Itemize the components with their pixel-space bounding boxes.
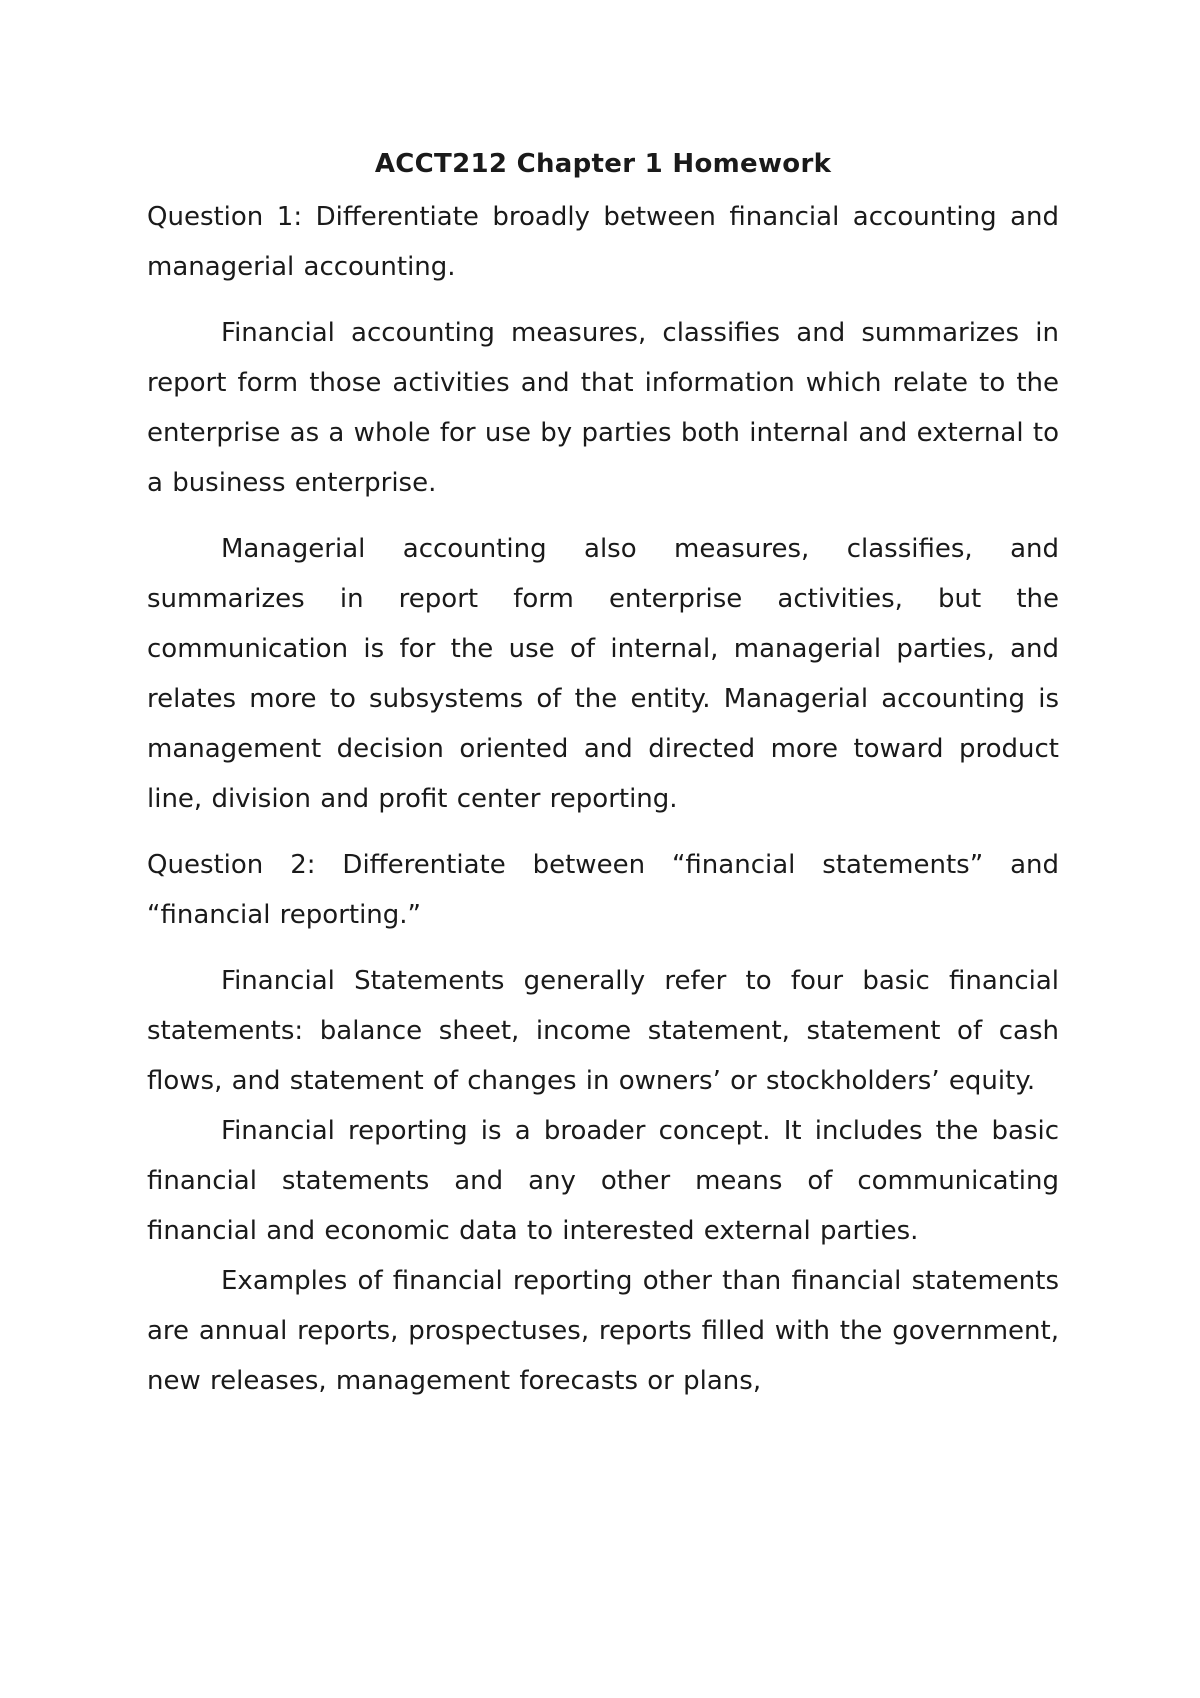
answer-2-paragraph-2: Financial reporting is a broader concept. It includes the basic financial statements and any other means of communicating financial and economic data to interested external parties.: [147, 1116, 1059, 1246]
document-page: [147, 140, 1059, 1406]
document-title: ACCT212 Chapter 1 Homework: [374, 149, 832, 179]
answer-2-paragraph-3: Examples of financial reporting other than financial statements are annual reports, prospectuses, reports filled with the government, new releases, management forecasts or plans,: [147, 1266, 1059, 1396]
question-1: Question 1: Differentiate broadly between financial accounting and managerial accounting.: [147, 202, 1059, 282]
question-2: Question 2: Differentiate between “financial statements” and “financial reporting.”: [147, 850, 1059, 930]
answer-2-paragraph-1: Financial Statements generally refer to four basic financial statements: balance sheet, income statement, statement of cash flows, and statement of changes in owners’ or stockholders’ equity.: [147, 966, 1059, 1096]
answer-1-paragraph-2: Managerial accounting also measures, classifies, and summarizes in report form enterprise activities, but the communication is for the use of internal, managerial parties, and relates more to subsystems of the entity. Managerial accounting is management decision oriented and directed more toward product line, division and profit center reporting.: [147, 534, 1059, 814]
answer-1-paragraph-1: Financial accounting measures, classifies and summarizes in report form those activities and that information which relate to the enterprise as a whole for use by parties both internal and external to a business enterprise.: [147, 318, 1059, 498]
